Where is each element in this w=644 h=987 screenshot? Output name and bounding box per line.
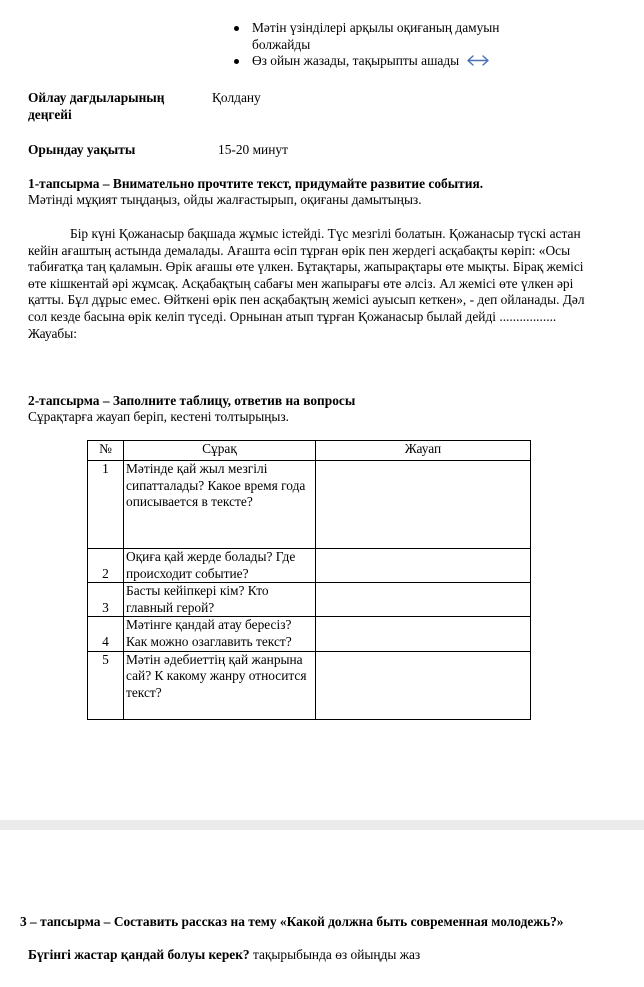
row-question: Оқиға қай жерде болады? Где происходит событие? [124,549,316,583]
objective-item: Мәтін үзінділері арқылы оқиғаның дамуын болжайды [228,20,548,53]
table-row [88,461,531,549]
row-answer-cell[interactable] [316,583,531,617]
task3-title: 3 – тапсырма – Составить рассказ на тему «Какой должна быть современная молодежь?» [20,914,564,929]
header-question: Сұрақ [124,441,316,461]
row-question: Мәтінге қандай атау бересіз? Как можно озаглавить текст? [124,617,316,651]
row-num: 3 [88,583,124,617]
objectives-list [228,20,548,70]
bullet-icon [234,26,239,31]
task1-title: 1-тапсырма – Внимательно прочтите текст, придумайте развитие события. [28,176,484,191]
thinking-level-value: Қолдану [212,90,261,105]
row-question: Мәтін әдебиеттің қай жанрына сай? К какому жанру относится текст? [124,651,316,719]
task3-prompt [28,947,628,964]
time-label: Орындау уақыты [28,142,136,157]
bullet-icon [234,59,239,64]
row-answer-cell[interactable] [316,617,531,651]
task1-paragraph: Бір күні Қожанасыр бақшада жұмыс істейді. Түс мезгілі болатын. Қожанасыр түскі астан кейін ағаштың астында демалады. Ағашта өсіп тұрған өрік пен жердегі асқабақты көріп: «Осы табиғатқа таң қаламын. Өрік ағашы өте үлкен. Бұтақтары, жапырақтары өте мықты. Бірақ жемісі өте кішкентай әрі жұмсақ. Асқабақтың сабағы мен жапырағы өте әлсіз. Ал жемісі өте үлкен әрі қатты. Бұл дұрыс емес. Өйткені өрік пен асқабақтың жемісі ауысып кеткен», - деп ойланады. Дәл сол кезде басына өрік келіп түседі. Орнынан атып тұрған Қожанасыр былай дейді ................. Жауабы: [28,226,585,341]
row-question: Мәтінде қай жыл мезгілі сипатталады? Какое время года описывается в тексте? [124,461,316,549]
row-num: 1 [88,461,124,549]
row-answer-cell[interactable] [316,461,531,549]
task3-prompt-bold: Бүгінгі жастар қандай болуы керек? [28,947,250,962]
objective-item: Өз ойын жазады, тақырыпты ашады [228,53,548,70]
row-num: 4 [88,617,124,651]
row-question: Басты кейіпкері кім? Кто главный герой? [124,583,316,617]
table-row [88,583,531,617]
time-value: 15-20 минут [218,142,288,157]
task1-subtitle: Мәтінді мұқият тыңдаңыз, ойды жалғастырып, оқиғаны дамытыңыз. [28,192,422,207]
double-arrow-icon[interactable] [467,54,489,71]
table-row [88,549,531,583]
table-row [88,651,531,719]
row-num: 5 [88,651,124,719]
task3-prompt-rest: тақырыбында өз ойыңды жаз [249,947,421,962]
thinking-level-label: Ойлау дағдыларының деңгейі [28,90,165,122]
table-header-row [88,441,531,461]
task2-subtitle: Сұрақтарға жауап беріп, кестені толтырыңыз. [28,409,290,424]
row-num: 2 [88,549,124,583]
row-answer-cell[interactable] [316,549,531,583]
qa-table [87,440,531,720]
page-separator [0,820,644,830]
row-answer-cell[interactable] [316,651,531,719]
task2-title: 2-тапсырма – Заполните таблицу, ответив на вопросы [28,393,356,408]
header-answer: Жауап [316,441,531,461]
header-num: № [88,441,124,461]
table-row [88,617,531,651]
